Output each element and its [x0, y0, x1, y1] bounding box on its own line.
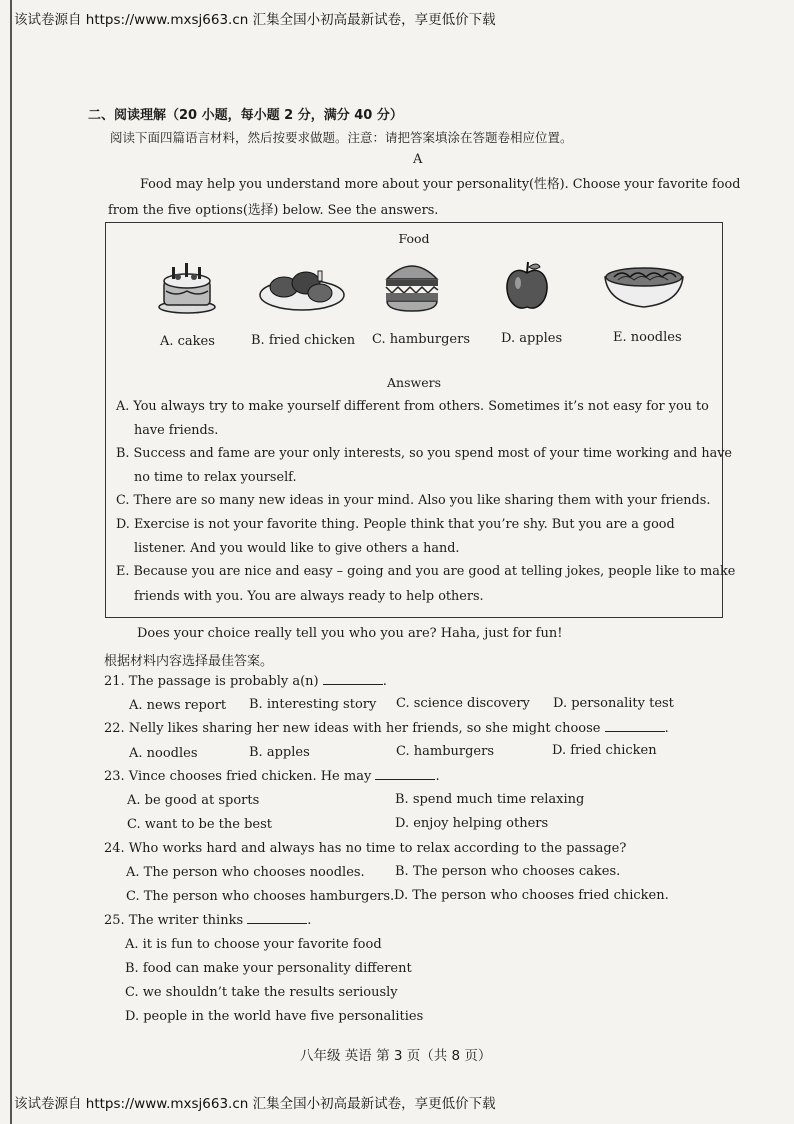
fried-chicken-icon — [258, 263, 346, 313]
answer-b-line1: B. Success and fame are your only interests, so you spend most of your time working and have — [116, 446, 733, 461]
question-23-stem: 23. Vince chooses fried chicken. He may — [104, 769, 372, 784]
answer-c-line1: C. There are so many new ideas in your mind. Also you like sharing them with your friends. — [116, 493, 711, 508]
option-22-a: A. noodles — [129, 746, 198, 761]
section-title: 二、阅读理解（20 小题，每小题 2 分，满分 40 分） — [88, 108, 403, 123]
option-25-b: B. food can make your personality different — [125, 961, 412, 976]
food-label-noodles: E. noodles — [613, 330, 682, 345]
source-banner-bottom: 该试卷源自 https://www.mxsj663.cn 汇集全国小初高最新试卷，享更低价下载 — [14, 1096, 496, 1112]
closing-line: Does your choice really tell you who you are? Haha, just for fun! — [137, 626, 563, 641]
food-label-hamburgers: C. hamburgers — [372, 332, 471, 347]
answer-blank — [375, 769, 435, 780]
option-22-b: B. apples — [249, 745, 310, 760]
instruction: 阅读下面四篇语言材料，然后按要求做题。注意：请把答案填涂在答题卷相应位置。 — [110, 130, 573, 145]
option-23-a: A. be good at sports — [127, 793, 260, 808]
question-22 — [104, 721, 669, 736]
question-22-tail: . — [664, 721, 669, 736]
option-22-d: D. fried chicken — [552, 743, 657, 758]
answer-a-line1: A. You always try to make yourself different from others. Sometimes it’s not easy for you to — [116, 399, 709, 414]
task-instruction: 根据材料内容选择最佳答案。 — [104, 654, 274, 669]
page-footer: 八年级 英语 第 3 页（共 8 页） — [300, 1048, 492, 1064]
food-label-apples: D. apples — [501, 331, 563, 346]
option-25-c: C. we shouldn’t take the results seriously — [125, 985, 398, 1000]
intro-line-1: Food may help you understand more about your personality(性格). Choose your favorite food — [140, 177, 741, 192]
question-21 — [104, 674, 387, 689]
option-24-b: B. The person who chooses cakes. — [395, 864, 621, 879]
answer-e-line2: friends with you. You are always ready to help others. — [134, 589, 484, 604]
answer-e-line1: E. Because you are nice and easy – going and you are good at telling jokes, people like to make — [116, 564, 736, 579]
option-23-c: C. want to be the best — [127, 817, 273, 832]
option-21-d: D. personality test — [553, 696, 674, 711]
question-24 — [104, 841, 626, 856]
apple-icon — [504, 259, 550, 313]
question-24-stem: 24. Who works hard and always has no time to relax according to the passage? — [104, 841, 627, 856]
answer-blank — [605, 721, 665, 732]
question-23-tail: . — [435, 769, 440, 784]
question-25-stem: 25. The writer thinks — [104, 913, 244, 928]
answer-d-line2: listener. And you would like to give others a hand. — [134, 541, 460, 556]
option-21-a: A. news report — [129, 698, 227, 713]
option-22-c: C. hamburgers — [396, 744, 495, 759]
option-24-c: C. The person who chooses hamburgers. — [126, 889, 395, 904]
question-21-tail: . — [382, 674, 387, 689]
food-label-cakes: A. cakes — [160, 334, 215, 349]
option-23-d: D. enjoy helping others — [395, 816, 549, 831]
question-22-stem: 22. Nelly likes sharing her new ideas with her friends, so she might choose — [104, 721, 601, 736]
question-23 — [104, 769, 440, 784]
option-24-a: A. The person who chooses noodles. — [126, 865, 365, 880]
option-21-b: B. interesting story — [249, 697, 377, 712]
option-21-c: C. science discovery — [396, 696, 530, 711]
noodles-icon — [602, 261, 686, 309]
question-21-stem: 21. The passage is probably a(n) — [104, 674, 319, 689]
question-25 — [104, 913, 311, 928]
answer-blank — [247, 913, 307, 924]
option-25-a: A. it is fun to choose your favorite food — [125, 937, 382, 952]
answer-a-line2: have friends. — [134, 423, 219, 438]
option-25-d: D. people in the world have five personalities — [125, 1009, 424, 1024]
answer-b-line2: no time to relax yourself. — [134, 470, 297, 485]
passage-letter: A — [413, 152, 423, 167]
hamburger-icon — [383, 257, 441, 313]
food-answers-box — [105, 222, 736, 618]
option-23-b: B. spend much time relaxing — [395, 792, 585, 807]
answer-d-line1: D. Exercise is not your favorite thing. People think that you’re shy. But you are a good — [116, 517, 675, 532]
cake-icon — [156, 259, 218, 315]
intro-line-2: from the five options(选择) below. See the answers. — [108, 203, 439, 218]
answer-blank — [323, 674, 383, 685]
answers-heading: Answers — [387, 375, 441, 390]
food-label-fried-chicken: B. fried chicken — [251, 333, 356, 348]
option-24-d: D. The person who chooses fried chicken. — [394, 888, 669, 903]
food-heading: Food — [398, 231, 430, 246]
scan-edge-line — [10, 0, 12, 1124]
question-25-tail: . — [307, 913, 312, 928]
source-banner-top: 该试卷源自 https://www.mxsj663.cn 汇集全国小初高最新试卷，享更低价下载 — [14, 12, 496, 28]
